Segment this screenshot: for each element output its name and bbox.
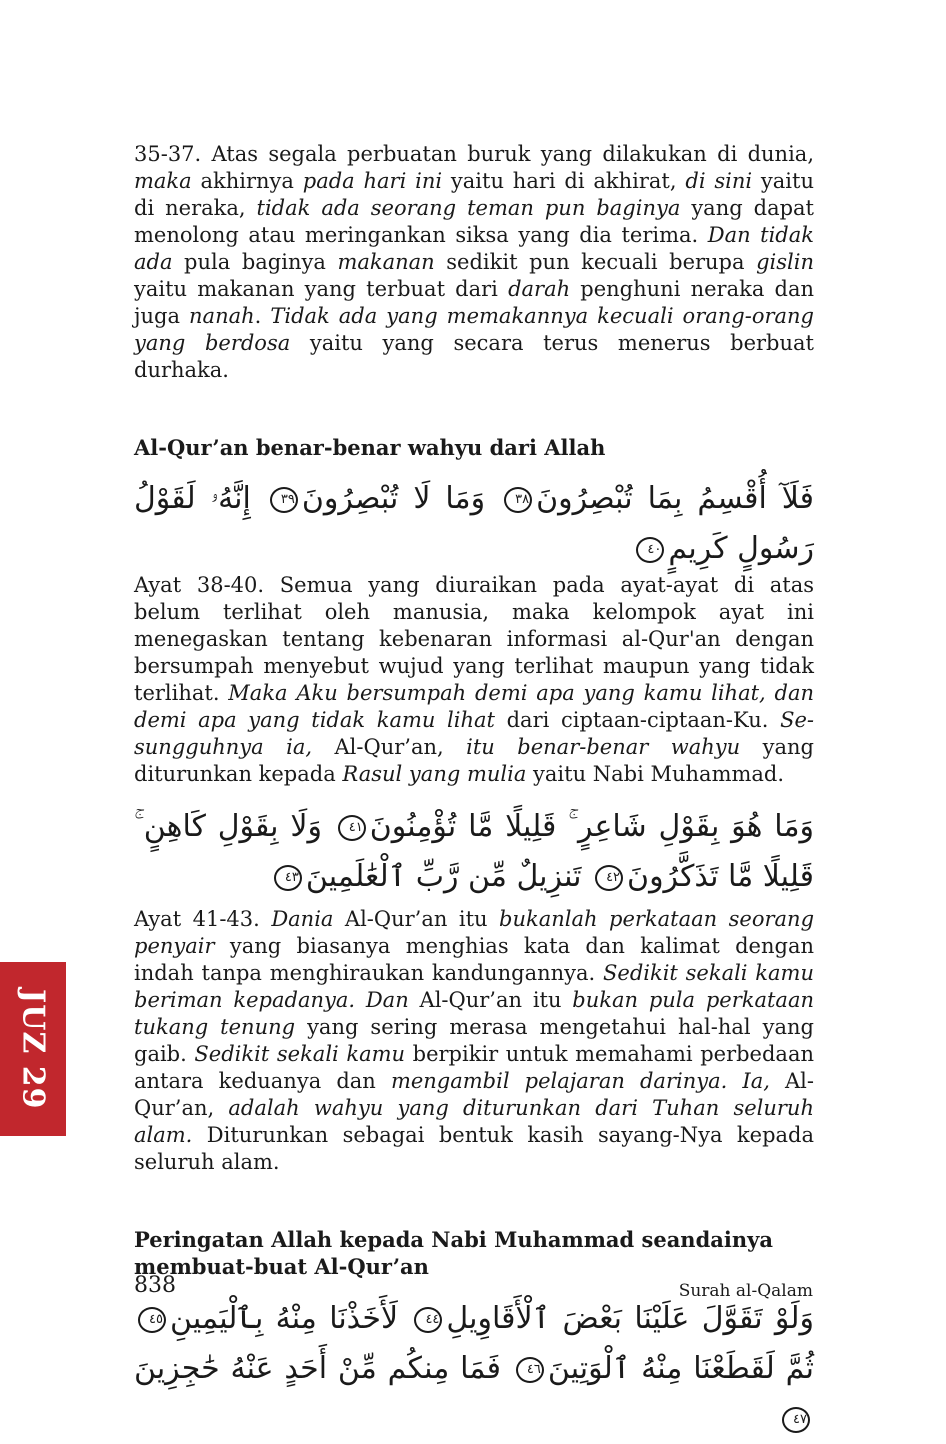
ayah-number-marker: ٤١ <box>338 815 366 841</box>
italic-run: mengambil pelajaran darinya. Ia, <box>390 1069 770 1093</box>
commentary-41-43: Ayat 41-43. Dania Al-Qur’an itu bukanlah perkataan seorang penyair yang biasanya menghias kata dan kalimat dengan indah tanpa menghiraukan kandungannya. Sedikit sekali kamu beriman kepadanya. Dan Al-Qur’an itu bukan pula perkataan tukang tenung yang sering merasa mengetahui hal-hal yang gaib. Sedikit sekali kamu berpikir untuk memahami perbedaan antara keduanya dan mengambil pelajaran darinya. Ia, Al-Qur’an, adalah wahyu yang diturunkan dari Tuhan seluruh alam. Diturunkan sebagai bentuk kasih sayang-Nya kepada seluruh alam. <box>134 907 815 1174</box>
italic-run: bukanlah perkataan seorang penyair <box>134 907 815 958</box>
juz-tab <box>0 962 66 1136</box>
page-content <box>134 141 814 1444</box>
section-heading-peringatan: Peringatan Allah kepada Nabi Muhammad seandainya membuat-buat Al-Qur’an <box>134 1227 773 1279</box>
italic-run: makanan <box>337 250 435 274</box>
arabic-verses-38-40: فَلَآ أُقْسِمُ بِمَا تُبْصِرُونَ٣٨ وَمَا لَا تُبْصِرُونَ٣٩ إِنَّهُۥ لَقَوْلُ رَسُولٍ كَرِيمٍ٤٠ <box>134 481 815 566</box>
arabic-verses-41-43: وَمَا هُوَ بِقَوْلِ شَاعِرٍ ۚ قَلِيلًا مَّا تُؤْمِنُونَ٤١ وَلَا بِقَوْلِ كَاهِنٍ ۚ قَلِيلًا مَّا تَذَكَّرُونَ٤٢ تَنزِيلٌ مِّن رَّبِّ ٱلْعَٰلَمِينَ٤٣ <box>134 809 815 894</box>
italic-run: Sedikit sekali kamu beriman kepadanya. Dan <box>134 961 814 1012</box>
ayah-number-marker: ٣٨ <box>504 487 532 513</box>
italic-run: Dan tidak ada <box>134 223 814 274</box>
ayah-number-marker: ٣٩ <box>270 487 298 513</box>
italic-run: darah <box>508 277 571 301</box>
commentary-35-37: 35-37. Atas segala perbuatan buruk yang dilakukan di dunia, maka akhirnya pada hari ini yaitu hari di akhirat, di sini yaitu di neraka, tidak ada seorang teman pun baginya yang dapat menolong atau meringankan siksa yang dia terima. Dan tidak ada pula baginya makanan sedikit pun kecuali berupa gislin yaitu makanan yang terbuat dari darah penghuni neraka dan juga nanah. Tidak ada yang memakannya kecuali orang-orang yang berdosa yaitu yang secara terus menerus berbuat durhaka. <box>134 142 815 382</box>
ayah-number-marker: ٤٢ <box>595 865 623 891</box>
italic-run: bukan pula perkataan tukang tenung <box>134 988 814 1039</box>
italic-run: maka <box>134 169 192 193</box>
italic-run: itu benar-benar wahyu <box>466 735 741 759</box>
running-footer-surah: Surah al-Qalam <box>678 1281 813 1301</box>
ayah-number-marker: ٤٧ <box>782 1407 810 1433</box>
ayah-number-marker: ٤٤ <box>414 1307 442 1333</box>
ayah-number-marker: ٤٣ <box>274 865 302 891</box>
juz-label: JUZ 29 <box>15 988 51 1110</box>
italic-run: Rasul yang mulia <box>342 762 527 786</box>
ayah-number-marker: ٤٠ <box>636 537 664 563</box>
italic-run: Sedikit sekali kamu <box>194 1042 406 1066</box>
italic-run: Dania <box>271 907 334 931</box>
italic-run: adalah wahyu yang diturunkan dari Tuhan seluruh alam. <box>134 1096 814 1147</box>
italic-run: pada hari ini <box>302 169 443 193</box>
italic-run: Tidak ada yang memakannya kecuali orang-orang yang berdosa <box>134 304 814 355</box>
page-number: 838 <box>134 1273 176 1298</box>
commentary-38-40: Ayat 38-40. Semua yang diuraikan pada ayat-ayat di atas belum terlihat oleh manusia, maka kelompok ayat ini menegaskan tentang kebenaran informasi al-Qur'an dengan bersumpah menyebut wujud yang terlihat maupun yang tidak terlihat. Maka Aku bersumpah demi apa yang kamu lihat, dan demi apa yang tidak kamu lihat dari ciptaan-ciptaan-Ku. Se-sungguhnya ia, Al-Qur’an, itu benar-benar wahyu yang diturunkan kepada Rasul yang mulia yaitu Nabi Muhammad. <box>134 573 814 786</box>
italic-run: Se-sungguhnya ia, <box>134 708 814 759</box>
section-heading-wahyu: Al-Qur’an benar-benar wahyu dari Allah <box>134 435 606 460</box>
italic-run: Maka Aku bersumpah demi apa yang kamu lihat, dan demi apa yang tidak kamu lihat <box>134 681 814 732</box>
italic-run: gislin <box>756 250 815 274</box>
ayah-number-marker: ٤٦ <box>516 1357 544 1383</box>
ayah-number-marker: ٤٥ <box>138 1307 166 1333</box>
arabic-verses-44-47: وَلَوْ تَقَوَّلَ عَلَيْنَا بَعْضَ ٱلْأَقَاوِيلِ٤٤ لَأَخَذْنَا مِنْهُ بِٱلْيَمِينِ٤٥ ثُمَّ لَقَطَعْنَا مِنْهُ ٱلْوَتِينَ٤٦ فَمَا مِنكُم مِّنْ أَحَدٍ عَنْهُ حَٰجِزِينَ٤٧ <box>134 1294 814 1444</box>
italic-run: di sini <box>685 169 753 193</box>
italic-run: nanah <box>189 304 255 328</box>
italic-run: tidak ada seorang teman pun baginya <box>256 196 681 220</box>
